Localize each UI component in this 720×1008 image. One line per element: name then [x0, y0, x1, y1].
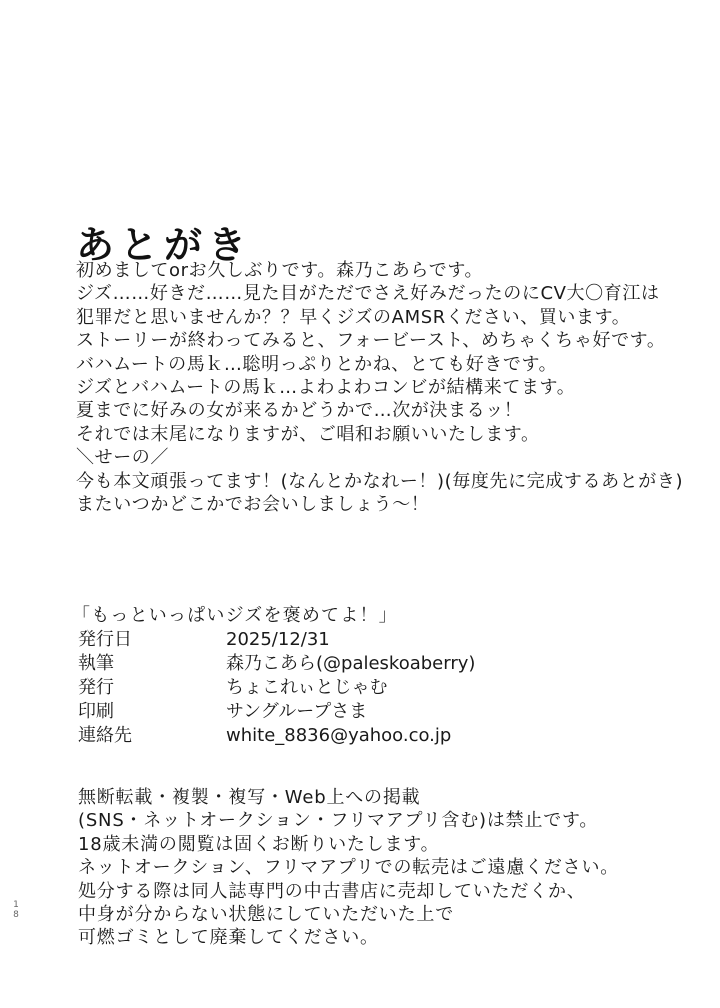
colophon-row-publish-date	[78, 628, 638, 652]
colophon-row-author	[78, 652, 638, 676]
colophon-row-publisher	[78, 676, 638, 700]
colophon	[72, 604, 638, 748]
afterword-line: バハムートの馬ｋ…聡明っぷりとかね、とても好きです。	[76, 353, 558, 375]
afterword-line: ジズとバハムートの馬ｋ…よわよわコンビが結構来てます。	[76, 377, 576, 399]
afterword-line: またいつかどこかでお会いしましょう～！	[76, 494, 430, 516]
afterword-line: 今も本文頑張ってます！(なんとかなれー！)(毎度先に完成するあとがき)	[76, 470, 684, 492]
colophon-label: 執筆	[78, 653, 114, 674]
colophon-label: 発行日	[78, 629, 132, 650]
page-title: あとがき	[76, 223, 253, 268]
afterword-line: それでは末尾になりますが、ご唱和お願いいたします。	[76, 423, 540, 445]
afterword-line: 夏までに好みの女が来るかどうかで…次が決まるッ！	[76, 400, 523, 422]
page-number-digit: 8	[13, 910, 19, 920]
notice-line: 処分する際は同人誌専門の中古書店に売却していただくか、	[78, 880, 586, 902]
afterword-line: ストーリーが終わってみると、フォービースト、めちゃくちゃ好です。	[76, 330, 666, 352]
contact-email: white_8836@yahoo.co.jp	[226, 725, 452, 746]
afterword-body	[76, 259, 696, 516]
page-number-digit: 1	[13, 900, 19, 910]
notice-line: 中身が分からない状態にしていただいた上で	[78, 904, 454, 926]
colophon-label: 連絡先	[78, 725, 132, 746]
notice-line: 無断転載・複製・複写・Web上への掲載	[78, 787, 421, 808]
notice-line: 可燃ゴミとして廃棄してください。	[78, 927, 379, 949]
colophon-value: サングループさま	[226, 701, 368, 722]
notice-line: 18歳未満の閲覧は固くお断りいたします。	[78, 833, 440, 855]
colophon-value: 森乃こあら(@paleskoaberry)	[226, 653, 476, 674]
notice-line: (SNS・ネットオークション・フリマアプリ含む)は禁止です。	[78, 810, 599, 832]
colophon-value: 2025/12/31	[226, 629, 330, 650]
afterword-line: 初めましてorお久しぶりです。森乃こあらです。	[76, 260, 484, 281]
afterword-line: ジズ……好きだ……見た目がただでさえ好みだったのにCV大〇育江は	[76, 283, 660, 305]
colophon-value: ちょこれぃとじゃむ	[226, 677, 388, 698]
colophon-row-printer	[78, 700, 638, 724]
copyright-notice	[78, 786, 698, 950]
afterword-line: ＼せーの／	[76, 447, 169, 469]
book-title: 「もっといっぱいジズを褒めてよ！」	[72, 605, 398, 626]
colophon-label: 印刷	[78, 701, 114, 722]
colophon-label: 発行	[78, 677, 114, 698]
notice-line: ネットオークション、フリマアプリでの転売はご遠慮ください。	[78, 857, 620, 879]
page-number	[10, 900, 22, 920]
colophon-row-contact	[78, 724, 638, 748]
afterword-line: 犯罪だと思いませんか？？早くジズのAMSRください、買います。	[76, 306, 631, 328]
